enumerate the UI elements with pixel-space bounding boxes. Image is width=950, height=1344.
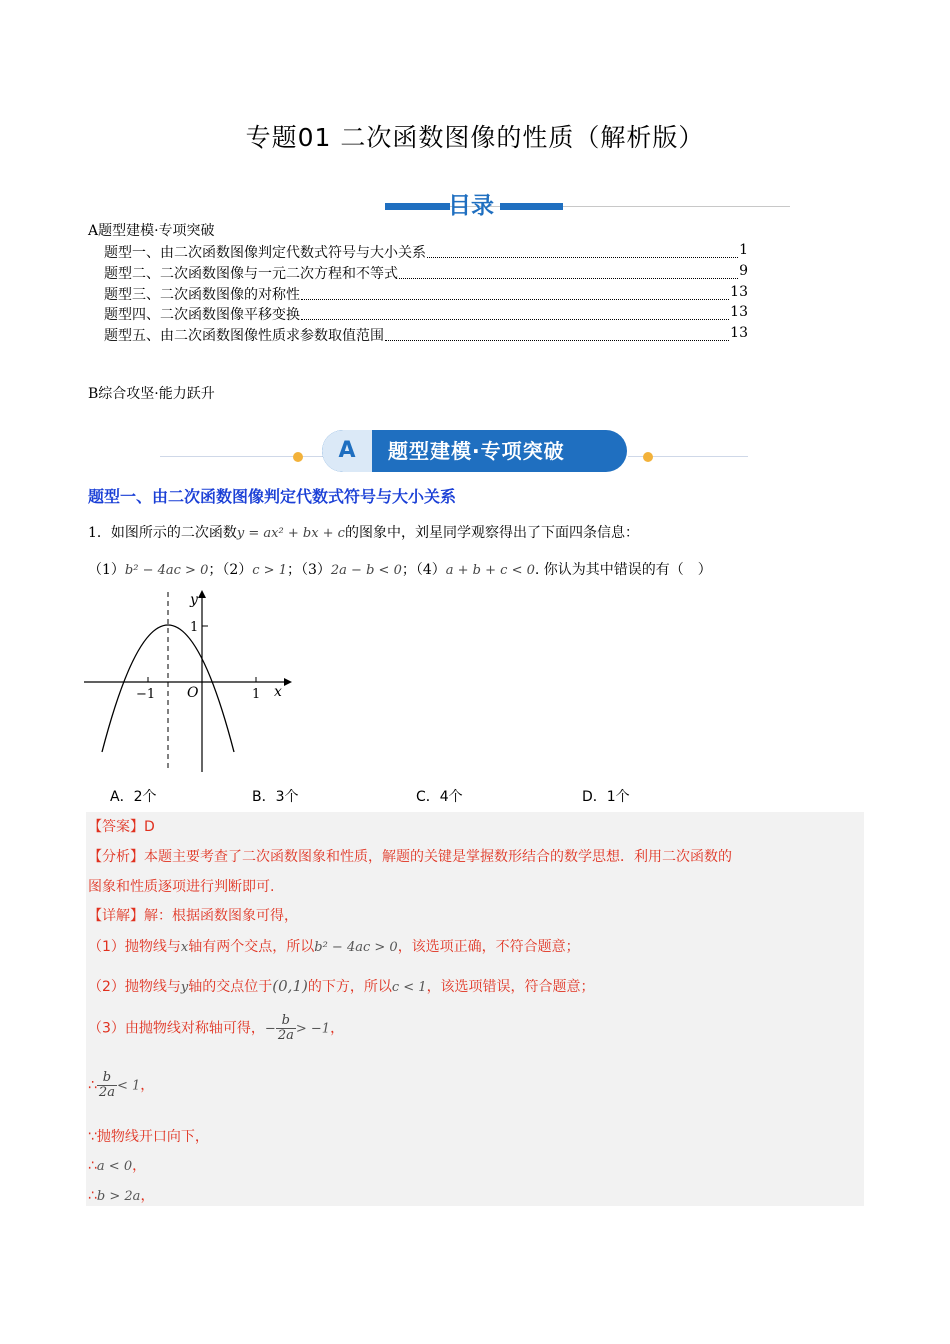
detail-label: 【详解】解：根据函数图象可得， <box>88 908 298 924</box>
toc-item-page: 13 <box>730 304 748 320</box>
banner-dot-left <box>293 452 303 462</box>
step-text: ， <box>140 1188 155 1204</box>
toc-leader <box>301 284 729 300</box>
toc-item[interactable] <box>104 263 748 283</box>
fraction-denominator: 2a <box>277 1028 294 1043</box>
fraction-numerator: b <box>276 1014 296 1029</box>
toc-item[interactable] <box>104 304 748 324</box>
step-math: − <box>264 1021 276 1037</box>
condition-number: ；（2） <box>208 562 253 578</box>
question-line-1 <box>88 522 639 542</box>
toc-bar-left <box>385 203 450 210</box>
step-math: x <box>180 940 189 955</box>
step-text: ，该选项正确，不符合题意； <box>397 939 580 955</box>
toc-item-page: 1 <box>739 242 748 258</box>
toc-item-label: 题型三、二次函数图像的对称性 <box>104 287 300 303</box>
fraction-numerator: b <box>97 1071 117 1086</box>
tick-label-x1: 1 <box>252 687 261 702</box>
fraction <box>97 1071 117 1100</box>
parabola-curve <box>102 625 234 752</box>
therefore-2 <box>88 1155 146 1175</box>
step-text: 轴有两个交点，所以 <box>188 939 315 955</box>
condition-math: b² − 4ac > 0 <box>124 563 209 578</box>
toc-item-label: 题型五、由二次函数图像性质求参数取值范围 <box>104 328 384 344</box>
step-3 <box>88 1014 344 1043</box>
condition-math: a + b + c < 0 <box>445 563 535 578</box>
answer-box <box>86 812 864 1206</box>
option-c[interactable]: C．4个 <box>416 789 463 805</box>
page-title: 专题01 二次函数图像的性质（解析版） <box>245 123 705 152</box>
q-math: y = ax² + bx + c <box>236 526 345 541</box>
toc-item-label: 题型一、由二次函数图像判定代数式符号与大小关系 <box>104 245 426 261</box>
banner-text: 题型建模·专项突破 <box>388 439 565 463</box>
step-text: （1）抛物线与 <box>88 939 181 955</box>
therefore-symbol: ∴ <box>88 1158 97 1174</box>
step-text: （3）由抛物线对称轴可得， <box>88 1020 265 1037</box>
answer-label: 【答案】D <box>88 819 155 835</box>
toc-bar-right <box>500 203 563 210</box>
toc-item-page: 13 <box>730 325 748 341</box>
step-text: 轴的交点位于 <box>188 979 273 995</box>
parabola-graph <box>84 588 294 778</box>
option-b[interactable]: B．3个 <box>252 789 299 805</box>
therefore-symbol: ∴ <box>88 1188 97 1204</box>
question-line-2 <box>88 559 712 579</box>
analysis-line-1: 【分析】本题主要考查了二次函数图象和性质，解题的关键是掌握数形结合的数学思想．利用二次函数的 <box>88 849 732 865</box>
banner-dot-right <box>643 452 653 462</box>
therefore-symbol: ∴ <box>88 1077 97 1094</box>
condition-number: ；（3） <box>286 562 331 578</box>
toc-leader <box>385 325 729 341</box>
condition-number: （1） <box>88 562 125 578</box>
step-text: 抛物线开口向下， <box>96 1129 209 1145</box>
tick-label-y1: 1 <box>190 620 199 635</box>
option-a[interactable]: A．2个 <box>110 789 157 805</box>
tick-label-xneg1: −1 <box>136 687 156 702</box>
step-text: ， <box>330 1020 345 1037</box>
x-label: x <box>274 684 282 700</box>
because-symbol: ∵ <box>88 1129 97 1145</box>
step-math: (0,1) <box>272 977 308 995</box>
step-math: b > 2a <box>96 1189 141 1204</box>
banner-letter: A <box>322 430 372 472</box>
step-text: 的下方，所以 <box>307 979 392 995</box>
step-math: < 1 <box>116 1078 141 1094</box>
q-text: 的图象中，刘星同学观察得出了下面四条信息： <box>344 525 639 541</box>
section-banner <box>322 430 627 472</box>
therefore-1 <box>88 1071 154 1100</box>
fraction <box>276 1014 296 1043</box>
toc-item[interactable] <box>104 325 748 345</box>
toc-item-label: 题型四、二次函数图像平移变换 <box>104 307 300 323</box>
toc-leader <box>301 304 729 320</box>
fraction-denominator: 2a <box>98 1085 115 1100</box>
y-label: y <box>190 592 198 608</box>
step-text: ，该选项错误，符合题意； <box>426 979 595 995</box>
toc-heading: 目录 <box>448 193 494 219</box>
banner-line-left <box>160 456 330 457</box>
toc-item-label: 题型二、二次函数图像与一元二次方程和不等式 <box>104 266 398 282</box>
toc-leader <box>427 242 738 258</box>
condition-math: 2a − b < 0 <box>330 563 402 578</box>
toc-item-page: 9 <box>739 263 748 279</box>
origin-label: O <box>187 685 199 701</box>
option-d[interactable]: D．1个 <box>582 789 630 805</box>
step-text: （2）抛物线与 <box>88 979 181 995</box>
toc-section-b[interactable]: B综合攻坚·能力跃升 <box>88 386 215 402</box>
condition-number: ；（4） <box>401 562 446 578</box>
step-math: c < 1 <box>391 980 427 995</box>
because-1 <box>88 1126 209 1146</box>
therefore-3 <box>88 1185 154 1205</box>
toc-item-page: 13 <box>730 284 748 300</box>
q-text: 1．如图所示的二次函数 <box>88 525 237 541</box>
y-axis-arrow <box>198 590 206 598</box>
step-math: a < 0 <box>96 1159 133 1174</box>
toc-item[interactable] <box>104 284 748 304</box>
toc-leader <box>399 263 738 279</box>
toc-section-a[interactable]: A题型建模·专项突破 <box>88 223 215 239</box>
step-2 <box>88 976 595 996</box>
section-heading: 题型一、由二次函数图像判定代数式符号与大小关系 <box>88 487 457 506</box>
step-math: b² − 4ac > 0 <box>314 940 398 955</box>
toc-item[interactable] <box>104 242 748 262</box>
step-text: ， <box>140 1077 155 1094</box>
x-axis-arrow <box>284 678 292 686</box>
step-1 <box>88 936 580 956</box>
step-math: y <box>180 980 189 995</box>
condition-math: c > 1 <box>252 563 287 578</box>
analysis-line-2: 图象和性质逐项进行判断即可. <box>88 879 275 895</box>
step-math: > −1 <box>295 1021 331 1037</box>
question-tail: . 你认为其中错误的有（ ） <box>534 562 712 578</box>
step-text: ， <box>132 1158 147 1174</box>
